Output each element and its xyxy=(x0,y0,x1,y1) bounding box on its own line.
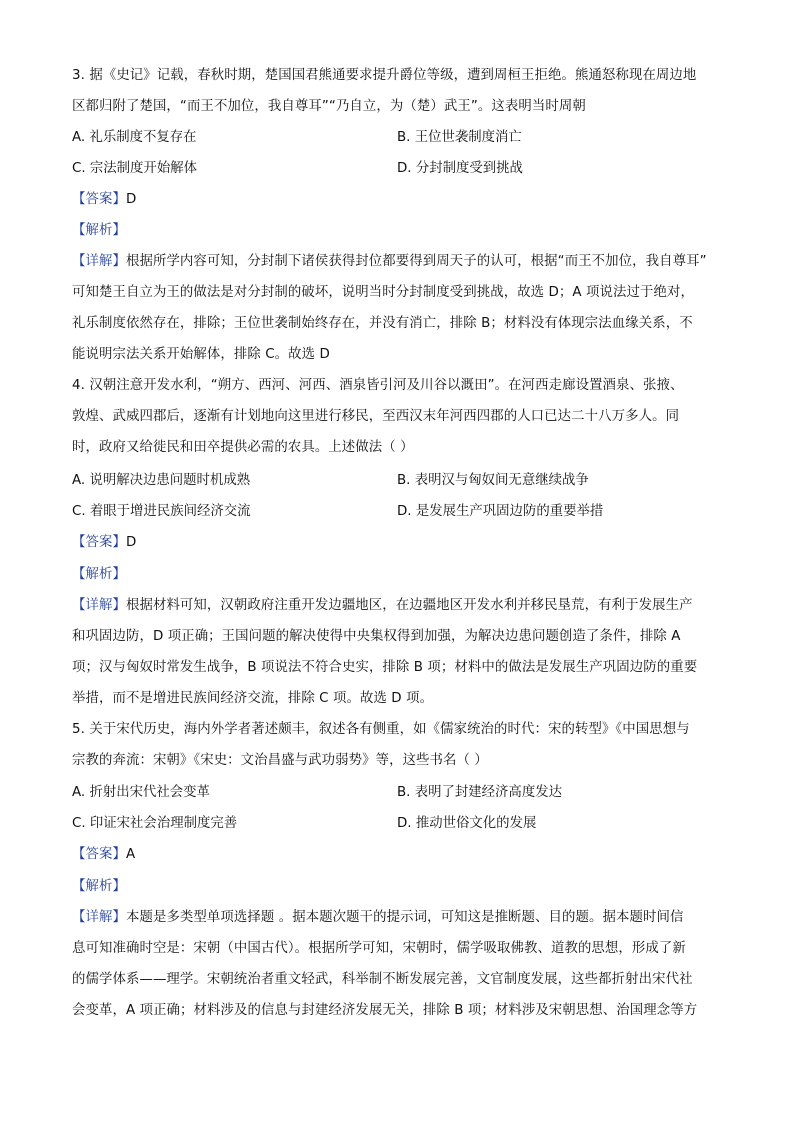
q4-option-a: A. 说明解决边患问题时机成熟 xyxy=(72,473,251,488)
q5-detail-line-3: 的儒学体系——理学。宋朝统治者重文轻武，科举制不断发展完善，文官制度发展，这些都折射出宋代社 xyxy=(72,972,693,987)
q5-detail-line-4: 会变革，A 项正确；材料涉及的信息与封建经济发展无关，排除 B 项；材料涉及宋朝思想、治国理念等方 xyxy=(72,1003,698,1018)
q4-stem-line-2: 敦煌、武威四郡后，逐渐有计划地向这里进行移民，至西汉末年河西四郡的人口已达二十八万多人。同 xyxy=(72,409,680,424)
q3-detail-tag: 【详解】 xyxy=(72,254,126,269)
q5-detail-line-2: 息可知准确时空是：宋朝（中国古代）。根据所学可知，宋朝时，儒学吸取佛教、道教的思想，形成了新 xyxy=(72,941,686,956)
q5-option-b: B. 表明了封建经济高度发达 xyxy=(397,785,562,800)
q4-option-d: D. 是发展生产巩固边防的重要举措 xyxy=(397,504,604,519)
q5-stem-line-2: 宗教的奔流：宋朝》《宋史：文治昌盛与武功弱势》等，这些书名（ ） xyxy=(72,753,488,768)
q4-option-b: B. 表明汉与匈奴间无意继续战争 xyxy=(397,473,589,488)
q5-answer-tag: 【答案】 xyxy=(72,847,126,862)
q4-option-c: C. 着眼于增进民族间经济交流 xyxy=(72,504,251,519)
q5-answer-value: A xyxy=(125,847,136,862)
q3-option-a: A. 礼乐制度不复存在 xyxy=(72,130,197,145)
q4-detail-line-4: 举措，而不是增进民族间经济交流，排除 C 项。故选 D 项。 xyxy=(72,691,434,706)
q5-detail-tag: 【详解】 xyxy=(72,910,126,925)
q4-detail-line-1 xyxy=(72,596,732,616)
q5-stem-line-1: 5. 关于宋代历史，海内外学者著述颇丰，叙述各有侧重，如《儒家统治的时代：宋的转型》《中国思想与 xyxy=(72,722,690,737)
q4-stem-line-1: 4. 汉朝注意开发水利，“朔方、西河、河西、酒泉皆引河及川谷以溉田”。在河西走廊设置酒泉、张掖、 xyxy=(72,378,684,393)
q4-detail-line-3: 项；汉与匈奴时常发生战争，B 项说法不符合史实，排除 B 项；材料中的做法是发展生产巩固边防的重要 xyxy=(72,660,698,675)
q4-analysis-label: 【解析】 xyxy=(72,567,126,582)
q4-answer xyxy=(72,533,732,553)
q5-option-c: C. 印证宋社会治理制度完善 xyxy=(72,816,238,831)
q5-detail-text-1: 本题是多类型单项选择题 。据本题次题干的提示词，可知这是推断题、目的题。据本题时间信 xyxy=(125,910,684,925)
q3-detail-line-2: 可知楚王自立为王的做法是对分封制的破坏，说明当时分封制度受到挑战，故选 D；A 项说法过于绝对， xyxy=(72,285,694,300)
q3-answer-value: D xyxy=(125,192,137,207)
q3-analysis-label: 【解析】 xyxy=(72,223,126,238)
q5-answer xyxy=(72,845,732,865)
q3-analysis-tag xyxy=(72,221,732,241)
q3-stem-line-2: 区都归附了楚国，“而王不加位，我自尊耳”“乃自立，为（楚）武王”。这表明当时周朝 xyxy=(72,99,586,114)
q3-detail-line-4: 能说明宗法关系开始解体，排除 C。故选 D xyxy=(72,347,330,362)
q5-detail-line-1 xyxy=(72,908,732,928)
q3-option-d: D. 分封制度受到挑战 xyxy=(397,161,523,176)
q5-analysis-tag xyxy=(72,877,732,897)
q4-stem-line-3: 时，政府又给徙民和田卒提供必需的农具。上述做法（ ） xyxy=(72,440,414,455)
q3-stem-line-1: 3. 据《史记》记载，春秋时期，楚国国君熊通要求提升爵位等级，遭到周桓王拒绝。熊通怒称现在周边地 xyxy=(72,68,697,83)
q5-analysis-label: 【解析】 xyxy=(72,879,126,894)
q3-option-b: B. 王位世袭制度消亡 xyxy=(397,130,522,145)
q5-option-a: A. 折射出宋代社会变革 xyxy=(72,785,210,800)
q3-answer-tag: 【答案】 xyxy=(72,192,126,207)
q4-answer-tag: 【答案】 xyxy=(72,535,126,550)
q4-detail-tag: 【详解】 xyxy=(72,598,126,613)
q3-option-c: C. 宗法制度开始解体 xyxy=(72,161,197,176)
q4-detail-text-1: 根据材料可知，汉朝政府注重开发边疆地区，在边疆地区开发水利并移民垦荒，有利于发展生产 xyxy=(125,598,693,613)
q4-answer-value: D xyxy=(125,535,137,550)
q5-option-d: D. 推动世俗文化的发展 xyxy=(397,816,537,831)
q3-detail-line-3: 礼乐制度依然存在，排除；王位世袭制始终存在，并没有消亡，排除 B；材料没有体现宗法血缘关系，不 xyxy=(72,316,693,331)
q3-answer xyxy=(72,190,732,210)
q3-detail-line-1 xyxy=(72,252,732,272)
q4-analysis-tag xyxy=(72,565,732,585)
q4-detail-line-2: 和巩固边防，D 项正确；王国问题的解决使得中央集权得到加强，为解决边患问题创造了条件，排除 A xyxy=(72,629,681,644)
q3-detail-text-1: 根据所学内容可知，分封制下诸侯获得封位都要得到周天子的认可，根据“而王不加位，我自尊耳” xyxy=(125,254,707,269)
